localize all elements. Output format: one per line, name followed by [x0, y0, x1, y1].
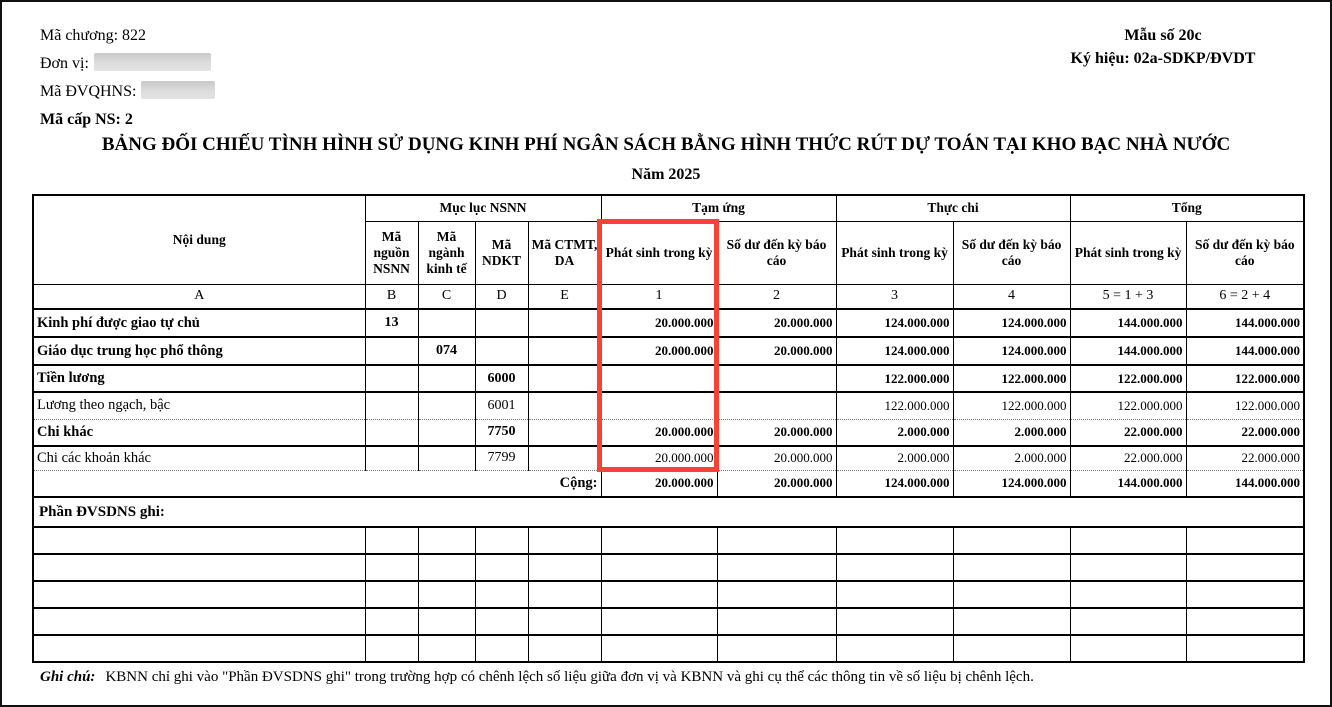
- cell-ma-nguon: 13: [365, 309, 418, 337]
- cell-ma-ctmt: [528, 309, 601, 337]
- footnote-text: KBNN chỉ ghi vào "Phần ĐVSDNS ghi" trong trường hợp có chênh lệch số liệu giữa đơn vị và KBNN và ghi cụ thể các thông tin về số liệu bị chênh lệch.: [105, 669, 1034, 685]
- ma-cap-ns: Mã cấp NS: 2: [40, 111, 133, 128]
- section-label: Phần ĐVSDNS ghi:: [33, 497, 1304, 527]
- cell-value-4: 2.000.000: [953, 419, 1070, 446]
- form-id-block: [1028, 24, 1298, 70]
- cell-ma-nganh: [418, 446, 475, 470]
- header-group-row: [33, 195, 1304, 221]
- col-header-tong-phat-sinh: Phát sinh trong kỳ: [1070, 221, 1186, 284]
- col-header-tam-ung-so-du: Số dư đến kỳ báo cáo: [717, 221, 836, 284]
- cell-value-5: 22.000.000: [1070, 446, 1186, 470]
- cell-ma-ndkt: 6001: [475, 392, 528, 419]
- cell-value-3: 124.000.000: [836, 309, 953, 337]
- redaction-box-ma-dvqhns: [141, 81, 215, 99]
- cell-value-1: 20.000.000: [601, 309, 717, 337]
- empty-row: [33, 581, 1304, 608]
- cell-value-2: 20.000.000: [717, 446, 836, 470]
- row-name: Tiền lương: [33, 365, 365, 392]
- cell-ma-nguon: [365, 419, 418, 446]
- cell-value-3: 122.000.000: [836, 365, 953, 392]
- total-value-6: 144.000.000: [1186, 470, 1304, 497]
- index-c: C: [418, 284, 475, 309]
- index-a: A: [33, 284, 365, 309]
- table-row: [33, 309, 1304, 337]
- col-header-tam-ung-phat-sinh: Phát sinh trong kỳ: [601, 221, 717, 284]
- cell-ma-ctmt: [528, 392, 601, 419]
- index-4: 4: [953, 284, 1070, 309]
- cell-ma-nguon: [365, 446, 418, 470]
- total-row: [33, 470, 1304, 497]
- index-b: B: [365, 284, 418, 309]
- empty-row: [33, 527, 1304, 554]
- col-header-ma-nganh-kinh-te: Mã ngành kinh tế: [418, 221, 475, 284]
- index-5: 5 = 1 + 3: [1070, 284, 1186, 309]
- row-name: Giáo dục trung học phổ thông: [33, 337, 365, 365]
- cell-value-1: [601, 392, 717, 419]
- cell-value-2: [717, 365, 836, 392]
- cell-ma-ndkt: [475, 337, 528, 365]
- cell-value-4: 122.000.000: [953, 392, 1070, 419]
- cell-value-4: 2.000.000: [953, 446, 1070, 470]
- unit-meta-block: [40, 22, 215, 134]
- col-group-tam-ung: Tạm ứng: [601, 195, 836, 221]
- cell-value-5: 122.000.000: [1070, 365, 1186, 392]
- cell-value-2: 20.000.000: [717, 419, 836, 446]
- total-label: Cộng:: [33, 470, 601, 497]
- cell-value-4: 122.000.000: [953, 365, 1070, 392]
- table-row: [33, 419, 1304, 446]
- index-d: D: [475, 284, 528, 309]
- don-vi-label: Đơn vị:: [40, 55, 89, 72]
- cell-ma-ndkt: 6000: [475, 365, 528, 392]
- section-row-dvsdns: [33, 497, 1304, 527]
- row-name: Lương theo ngạch, bậc: [33, 392, 365, 419]
- cell-ma-ndkt: [475, 309, 528, 337]
- col-group-thuc-chi: Thực chi: [836, 195, 1070, 221]
- cell-ma-ndkt: 7799: [475, 446, 528, 470]
- cell-ma-nganh: [418, 419, 475, 446]
- total-value-2: 20.000.000: [717, 470, 836, 497]
- cell-value-3: 2.000.000: [836, 419, 953, 446]
- cell-value-2: 20.000.000: [717, 337, 836, 365]
- footnote-label: Ghi chú:: [40, 669, 96, 685]
- col-group-tong: Tổng: [1070, 195, 1304, 221]
- row-name: Chi các khoản khác: [33, 446, 365, 470]
- footnote: [40, 669, 1034, 686]
- cell-ma-nguon: [365, 337, 418, 365]
- table-row: [33, 392, 1304, 419]
- table-row: [33, 446, 1304, 470]
- cell-value-6: 22.000.000: [1186, 446, 1304, 470]
- cell-ma-nganh: 074: [418, 337, 475, 365]
- redaction-box-don-vi: [94, 53, 211, 71]
- cell-ma-ctmt: [528, 365, 601, 392]
- form-symbol: Ký hiệu: 02a-SDKP/ĐVDT: [1070, 50, 1256, 67]
- empty-row: [33, 608, 1304, 635]
- col-group-muc-luc-nsnn: Mục lục NSNN: [365, 195, 601, 221]
- col-header-noi-dung: Nội dung: [33, 195, 365, 284]
- cell-value-2: 20.000.000: [717, 309, 836, 337]
- cell-value-6: 122.000.000: [1186, 392, 1304, 419]
- cell-value-3: 124.000.000: [836, 337, 953, 365]
- cell-ma-nguon: [365, 392, 418, 419]
- cell-ma-ctmt: [528, 446, 601, 470]
- col-header-tong-so-du: Số dư đến kỳ báo cáo: [1186, 221, 1304, 284]
- cell-ma-nganh: [418, 309, 475, 337]
- reconciliation-table: [32, 194, 1305, 663]
- cell-value-1: [601, 365, 717, 392]
- total-value-4: 124.000.000: [953, 470, 1070, 497]
- total-value-1: 20.000.000: [601, 470, 717, 497]
- cell-ma-nganh: [418, 392, 475, 419]
- table-row: [33, 365, 1304, 392]
- col-header-thuc-chi-so-du: Số dư đến kỳ báo cáo: [953, 221, 1070, 284]
- ma-chuong: Mã chương: 822: [40, 27, 147, 44]
- col-header-thuc-chi-phat-sinh: Phát sinh trong kỳ: [836, 221, 953, 284]
- cell-value-6: 144.000.000: [1186, 309, 1304, 337]
- total-value-5: 144.000.000: [1070, 470, 1186, 497]
- form-number: Mẫu số 20c: [1124, 27, 1202, 44]
- index-2: 2: [717, 284, 836, 309]
- cell-value-6: 22.000.000: [1186, 419, 1304, 446]
- document-year: Năm 2025: [631, 166, 701, 183]
- empty-row: [33, 635, 1304, 662]
- cell-ma-ndkt: 7750: [475, 419, 528, 446]
- cell-value-3: 122.000.000: [836, 392, 953, 419]
- cell-value-5: 144.000.000: [1070, 337, 1186, 365]
- cell-value-1: 20.000.000: [601, 446, 717, 470]
- cell-ma-ctmt: [528, 337, 601, 365]
- cell-value-5: 144.000.000: [1070, 309, 1186, 337]
- cell-value-1: 20.000.000: [601, 419, 717, 446]
- document-title: BẢNG ĐỐI CHIẾU TÌNH HÌNH SỬ DỤNG KINH PHÍ NGÂN SÁCH BẰNG HÌNH THỨC RÚT DỰ TOÁN TẠI KHO BẠC NHÀ NƯỚC: [101, 134, 1231, 155]
- index-6: 6 = 2 + 4: [1186, 284, 1304, 309]
- cell-ma-ctmt: [528, 419, 601, 446]
- empty-row: [33, 554, 1304, 581]
- table-row: [33, 337, 1304, 365]
- index-1: 1: [601, 284, 717, 309]
- cell-value-1: 20.000.000: [601, 337, 717, 365]
- ma-dvqhns-line: [40, 78, 215, 106]
- header-index-row: [33, 284, 1304, 309]
- cell-value-6: 144.000.000: [1186, 337, 1304, 365]
- cell-value-5: 122.000.000: [1070, 392, 1186, 419]
- total-value-3: 124.000.000: [836, 470, 953, 497]
- cell-value-4: 124.000.000: [953, 337, 1070, 365]
- row-name: Chi khác: [33, 419, 365, 446]
- col-header-ma-ctmt-da: Mã CTMT, DA: [528, 221, 601, 284]
- index-e: E: [528, 284, 601, 309]
- ma-dvqhns-label: Mã ĐVQHNS:: [40, 83, 137, 100]
- cell-ma-nganh: [418, 365, 475, 392]
- cell-value-4: 124.000.000: [953, 309, 1070, 337]
- row-name: Kinh phí được giao tự chủ: [33, 309, 365, 337]
- cell-value-6: 122.000.000: [1186, 365, 1304, 392]
- col-header-ma-ndkt: Mã NDKT: [475, 221, 528, 284]
- cell-value-5: 22.000.000: [1070, 419, 1186, 446]
- col-header-ma-nguon-nsnn: Mã nguồn NSNN: [365, 221, 418, 284]
- index-3: 3: [836, 284, 953, 309]
- cell-value-3: 2.000.000: [836, 446, 953, 470]
- don-vi-line: [40, 50, 215, 78]
- cell-ma-nguon: [365, 365, 418, 392]
- cell-value-2: [717, 392, 836, 419]
